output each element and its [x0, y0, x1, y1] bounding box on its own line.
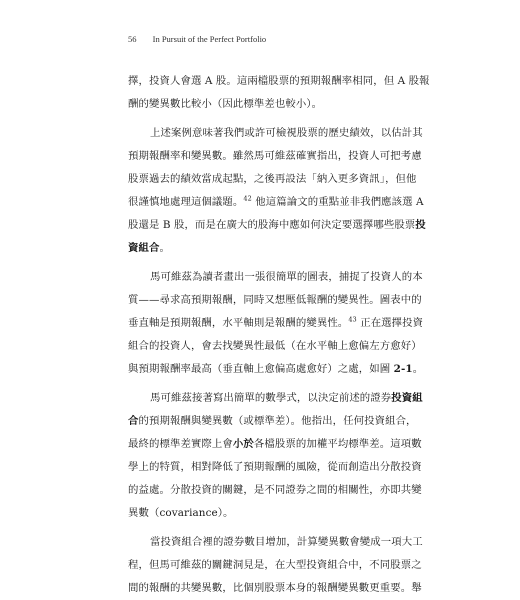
paragraph: [128, 387, 423, 525]
text-run: 上述案例意味著我們或許可檢視股票的歷史績效，以估計其: [150, 127, 423, 139]
bold-text: 投: [415, 219, 426, 231]
text-run: 很謹慎地處理這個議題。: [128, 196, 244, 208]
text-run: 異數（covariance）。: [128, 507, 234, 519]
text-line: [128, 531, 423, 554]
text-run: 馬可維茲接著寫出簡單的數學式，以決定前述的證券: [150, 392, 392, 404]
paragraph: [128, 531, 423, 600]
text-run: 當投資組合裡的證券數目增加，計算變異數會變成一項大工: [150, 536, 423, 548]
body-text: [128, 70, 430, 600]
text-line: [128, 289, 422, 312]
text-line: [128, 577, 422, 600]
text-line: [128, 122, 423, 145]
running-head: [128, 34, 266, 44]
bold-text: 小於: [232, 438, 254, 450]
paragraph: [128, 122, 426, 260]
page-number: 56: [128, 34, 137, 44]
text-line: [128, 214, 426, 237]
text-run: 酬的變異數比較小（因此標準差也較小）。: [128, 98, 323, 110]
text-run: 的益處。分散投資的關鍵，是不同證券之間的相關性，亦即共變: [128, 484, 422, 496]
text-run: 的預期報酬與變異數（或標準差）。他指出，任何投資組合，: [138, 415, 417, 427]
text-run: 。: [412, 363, 424, 375]
text-line: [128, 335, 422, 358]
text-run: 正在選擇投資: [356, 317, 424, 329]
text-run: 馬可維茲為讀者畫出一張很簡單的圖表，捕捉了投資人的本: [150, 271, 423, 283]
text-run: 最終的標準差實際上會: [128, 438, 233, 450]
text-run: 股票過去的績效當成起點，之後再設法「納入更多資訊」，但他: [128, 173, 417, 185]
text-run: 擇，投資人會選 A 股。這兩檔股票的預期報酬率相同，但 A 股報: [128, 75, 430, 87]
text-run: 質——尋求高預期報酬，同時又想壓低報酬的變異性。圖表中的: [128, 294, 422, 306]
text-line: [128, 93, 394, 116]
text-run: 程，但馬可維茲的關鍵洞見是，在大型投資組合中，不同股票之: [128, 559, 422, 571]
text-run: 他這篇論文的重點並非我們應該選 A: [251, 196, 424, 208]
paragraph: [128, 266, 424, 381]
text-run: 學上的特質，相對降低了預期報酬的風險，從而創造出分散投資: [128, 461, 422, 473]
bold-text: 資組合: [128, 242, 160, 254]
running-title: In Pursuit of the Perfect Portfolio: [152, 34, 267, 44]
text-run: 股還是 B 股，而是在廣大的股海中應如何決定要選擇哪些股票: [128, 219, 416, 231]
bold-text: 投資組: [391, 392, 423, 404]
text-line: [128, 237, 394, 260]
bold-text: 合: [128, 415, 139, 427]
text-line: [128, 502, 394, 525]
text-run: 與預期報酬率最高（垂直軸上愈偏高處愈好）之處，如圖: [128, 363, 394, 375]
footnote-marker: 43: [348, 315, 357, 324]
text-line: [128, 266, 423, 289]
text-line: [128, 387, 423, 410]
text-run: 垂直軸是預期報酬，水平軸則是報酬的變異性。: [128, 317, 349, 329]
text-line: [128, 312, 424, 335]
text-line: [128, 358, 424, 381]
text-line: [128, 456, 422, 479]
footnote-marker: 42: [243, 194, 252, 203]
text-line: [128, 410, 417, 433]
text-run: 組合的投資人，會去找變異性最低（在水平軸上愈偏左方愈好）: [128, 340, 422, 352]
text-run: 各檔股票的加權平均標準差。這項數: [253, 438, 422, 450]
text-line: [128, 433, 422, 456]
text-line: [128, 191, 424, 214]
paragraph: [128, 70, 430, 116]
bold-text: 2-1: [393, 363, 413, 375]
text-run: 。: [159, 242, 170, 254]
text-line: [128, 479, 422, 502]
text-line: [128, 70, 430, 93]
text-run: 間的報酬的共變異數，比個別股票本身的報酬變異數更重要。舉: [128, 582, 422, 594]
text-line: [128, 168, 417, 191]
text-line: [128, 145, 422, 168]
text-run: 預期報酬率和變異數。雖然馬可維茲確實指出，投資人可把考慮: [128, 150, 422, 162]
text-line: [128, 554, 422, 577]
